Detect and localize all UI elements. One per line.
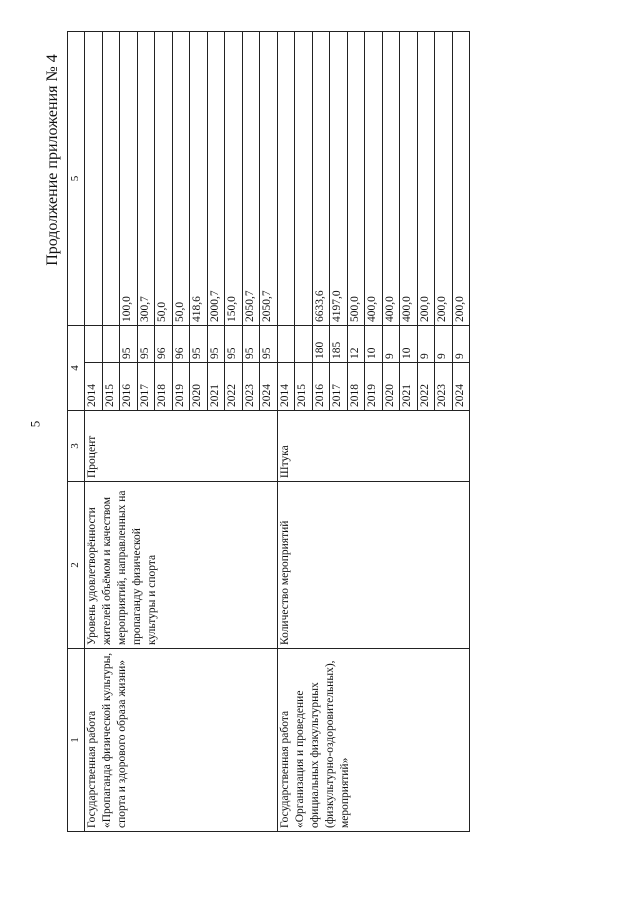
column-header: 2 — [68, 482, 85, 649]
value-cell: 185 — [330, 326, 348, 363]
amount-cell: 4197,0 — [330, 32, 348, 326]
amount-cell — [85, 32, 103, 326]
year-cell: 2021 — [400, 363, 418, 411]
value-cell: 9 — [382, 326, 400, 363]
year-cell: 2019 — [365, 363, 383, 411]
year-cell: 2020 — [190, 363, 208, 411]
year-cell: 2016 — [120, 363, 138, 411]
year-cell: 2016 — [312, 363, 330, 411]
year-cell: 2023 — [435, 363, 453, 411]
year-cell: 2022 — [417, 363, 435, 411]
amount-cell: 100,0 — [120, 32, 138, 326]
year-cell: 2015 — [295, 363, 313, 411]
value-cell — [277, 326, 295, 363]
amount-cell: 2000,7 — [207, 32, 225, 326]
work-name-cell: Государственная работа «Организация и проведение официальных физкультурных (физкультурно-оздоровительных), мероприятий» — [277, 649, 470, 832]
amount-cell: 200,0 — [452, 32, 470, 326]
header-row — [68, 32, 85, 832]
column-header: 1 — [68, 649, 85, 832]
work-name-cell: Государственная работа «Пропаганда физической культуры, спорта и здорового образа жизни» — [85, 649, 278, 832]
unit-cell: Процент — [85, 411, 278, 482]
amount-cell: 2050,7 — [260, 32, 278, 326]
year-cell: 2018 — [347, 363, 365, 411]
value-cell — [295, 326, 313, 363]
year-cell: 2023 — [242, 363, 260, 411]
year-cell: 2015 — [102, 363, 120, 411]
value-cell: 9 — [435, 326, 453, 363]
amount-cell — [277, 32, 295, 326]
column-header: 4 — [68, 326, 85, 411]
appendix-title: Продолжение приложения № 4 — [44, 54, 61, 266]
value-cell: 10 — [365, 326, 383, 363]
year-cell: 2019 — [172, 363, 190, 411]
amount-cell: 6633,6 — [312, 32, 330, 326]
year-cell: 2021 — [207, 363, 225, 411]
value-cell: 180 — [312, 326, 330, 363]
amount-cell: 200,0 — [435, 32, 453, 326]
amount-cell: 300,7 — [137, 32, 155, 326]
indicator-cell: Уровень удовлетворённости жителей объёмом и качеством мероприятий, направленных на пропаганду физической культуры и спорта — [85, 482, 278, 649]
amount-cell: 50,0 — [172, 32, 190, 326]
value-cell: 96 — [172, 326, 190, 363]
amount-cell: 200,0 — [417, 32, 435, 326]
value-cell — [85, 326, 103, 363]
amount-cell: 400,0 — [400, 32, 418, 326]
column-header: 3 — [68, 411, 85, 482]
rotated-table-container — [67, 32, 624, 832]
value-cell: 12 — [347, 326, 365, 363]
amount-cell: 400,0 — [382, 32, 400, 326]
value-cell: 95 — [120, 326, 138, 363]
page-number: 5 — [27, 420, 43, 428]
value-cell: 95 — [225, 326, 243, 363]
value-cell: 9 — [452, 326, 470, 363]
value-cell: 96 — [155, 326, 173, 363]
indicator-cell: Количество мероприятий — [277, 482, 470, 649]
amount-cell: 2050,7 — [242, 32, 260, 326]
amount-cell: 150,0 — [225, 32, 243, 326]
year-cell: 2014 — [85, 363, 103, 411]
year-cell: 2022 — [225, 363, 243, 411]
appendix-table — [67, 31, 470, 832]
amount-cell — [102, 32, 120, 326]
value-cell — [102, 326, 120, 363]
value-cell: 95 — [137, 326, 155, 363]
value-cell: 95 — [207, 326, 225, 363]
year-cell: 2020 — [382, 363, 400, 411]
table-row — [85, 32, 103, 832]
year-cell: 2014 — [277, 363, 295, 411]
table-row — [277, 32, 295, 832]
year-cell: 2017 — [137, 363, 155, 411]
value-cell: 95 — [242, 326, 260, 363]
year-cell: 2018 — [155, 363, 173, 411]
value-cell: 95 — [190, 326, 208, 363]
year-cell: 2024 — [452, 363, 470, 411]
amount-cell — [295, 32, 313, 326]
value-cell: 95 — [260, 326, 278, 363]
unit-cell: Штука — [277, 411, 470, 482]
value-cell: 9 — [417, 326, 435, 363]
column-header: 5 — [68, 32, 85, 326]
value-cell: 10 — [400, 326, 418, 363]
year-cell: 2017 — [330, 363, 348, 411]
amount-cell: 400,0 — [365, 32, 383, 326]
amount-cell: 50,0 — [155, 32, 173, 326]
amount-cell: 418,6 — [190, 32, 208, 326]
amount-cell: 500,0 — [347, 32, 365, 326]
year-cell: 2024 — [260, 363, 278, 411]
